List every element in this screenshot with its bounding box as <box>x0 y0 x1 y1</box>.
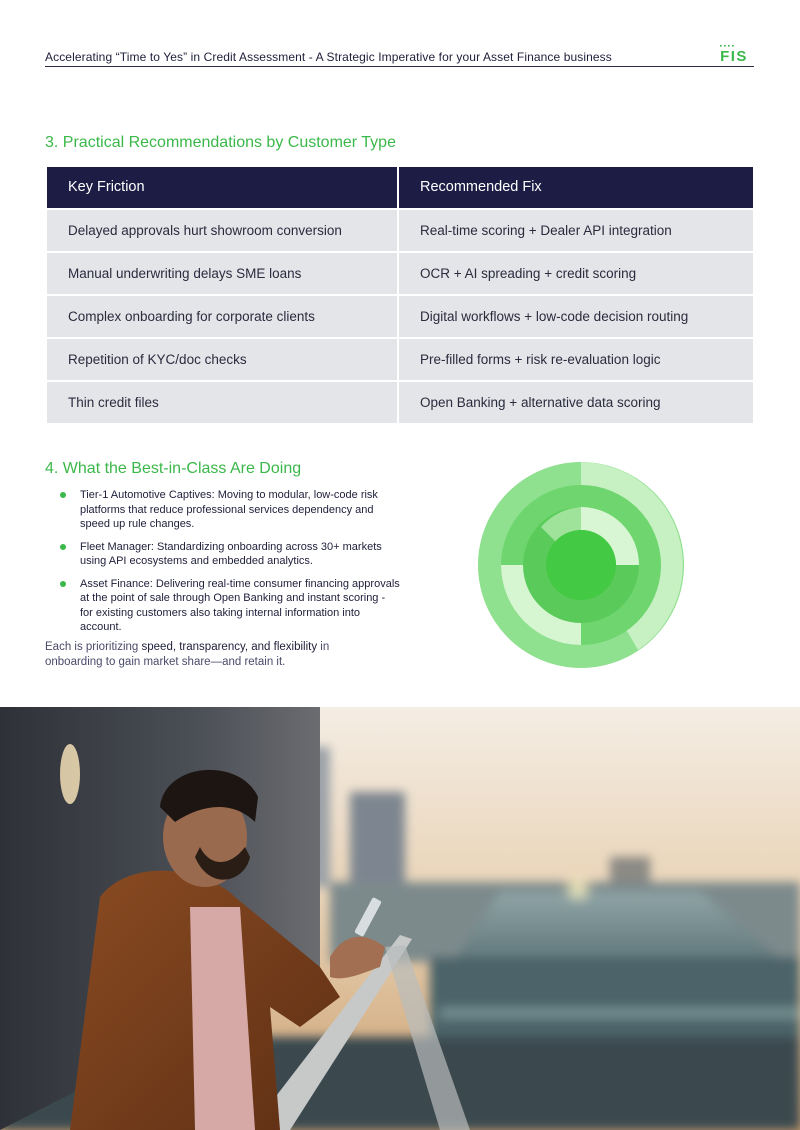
table-header-row <box>47 167 753 208</box>
fix-cell: Pre-filled forms + risk re-evaluation logic <box>399 339 753 380</box>
list-item <box>60 488 400 532</box>
list-item-text: Tier-1 Automotive Captives: Moving to modular, low-code risk platforms that reduce professional services dependency and speed up rule changes. <box>80 489 378 530</box>
best-in-class-list <box>60 488 400 643</box>
svg-text:FIS: FIS <box>720 48 748 63</box>
fix-cell: Real-time scoring + Dealer API integration <box>399 210 753 251</box>
list-item-text: Fleet Manager: Standardizing onboarding across 30+ markets using API ecosystems and embedded analytics. <box>80 540 382 567</box>
table-row <box>47 339 753 380</box>
summary-suffix: in onboarding to gain market share—and retain it. <box>45 641 330 668</box>
fix-cell: Digital workflows + low-code decision routing <box>399 296 753 337</box>
section-3-heading: 3. Practical Recommendations by Customer Type <box>45 134 396 151</box>
fix-cell: OCR + AI spreading + credit scoring <box>399 253 753 294</box>
friction-cell: Thin credit files <box>47 382 397 423</box>
page-header <box>45 44 754 67</box>
recommendations-table <box>47 167 753 425</box>
summary-paragraph <box>45 640 385 670</box>
table-row <box>47 382 753 423</box>
summary-prefix: Each is prioritizing <box>45 641 142 653</box>
bullet-dot-icon <box>60 492 66 498</box>
summary-emphasis: speed, transparency, and flexibility <box>141 641 318 653</box>
concentric-rings-graphic <box>478 462 684 668</box>
table-row <box>47 210 753 251</box>
friction-cell: Manual underwriting delays SME loans <box>47 253 397 294</box>
fis-logo <box>714 43 754 63</box>
friction-cell: Delayed approvals hurt showroom conversion <box>47 210 397 251</box>
section-4-heading: 4. What the Best-in-Class Are Doing <box>45 460 302 477</box>
photo-man-with-phone-on-balcony <box>0 707 800 1130</box>
friction-cell: Repetition of KYC/doc checks <box>47 339 397 380</box>
friction-cell: Complex onboarding for corporate clients <box>47 296 397 337</box>
bullet-dot-icon <box>60 544 66 550</box>
column-header-recommended-fix: Recommended Fix <box>399 167 753 208</box>
list-item <box>60 577 400 635</box>
fix-cell: Open Banking + alternative data scoring <box>399 382 753 423</box>
document-title: Accelerating “Time to Yes” in Credit Assessment - A Strategic Imperative for your Asset Finance business <box>45 50 612 64</box>
table-row <box>47 296 753 337</box>
core-circle <box>546 530 616 600</box>
table-row <box>47 253 753 294</box>
list-item <box>60 540 400 569</box>
column-header-key-friction: Key Friction <box>47 167 397 208</box>
bullet-dot-icon <box>60 581 66 587</box>
list-item-text: Asset Finance: Delivering real-time consumer financing approvals at the point of sale through Open Banking and instant scoring - for existing customers also taking internal information into account. <box>80 577 400 633</box>
